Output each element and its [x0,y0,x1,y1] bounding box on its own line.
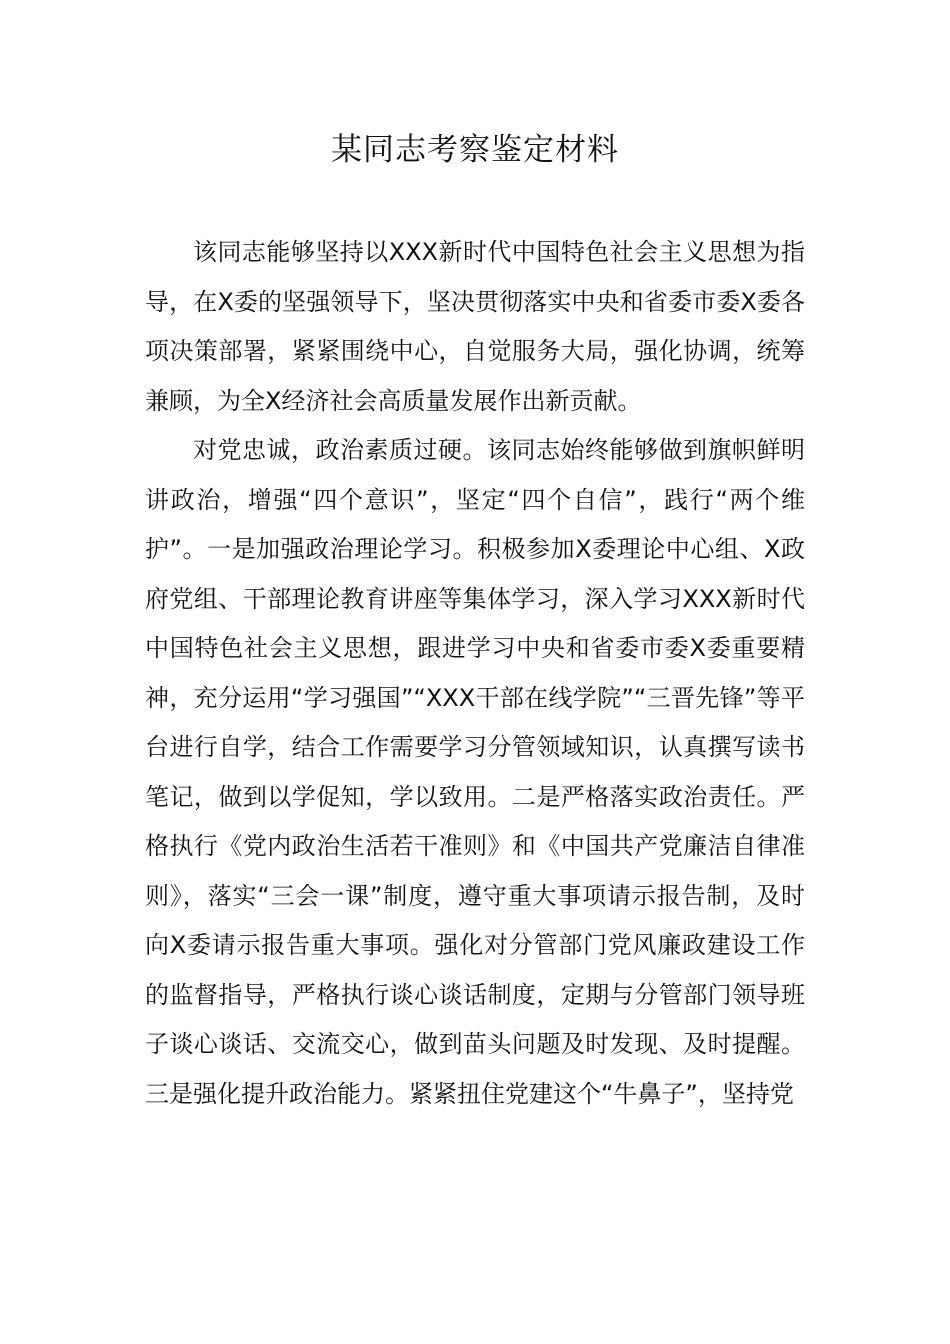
document-title: 某同志考察鉴定材料 [331,132,619,168]
paragraph-intro: 该同志能够坚持以XXX新时代中国特色社会主义思想为指导，在X委的坚强领导下，坚决贯彻落实中央和省委市委X委各项决策部署，紧紧围绕中心，自觉服务大局，强化协调，统筹兼顾，为全X经济社会高质量发展作出新贡献。 [145,238,805,415]
document-body [145,228,805,1119]
paragraph-political-loyalty: 对党忠诚，政治素质过硬。该同志始终能够做到旗帜鲜明讲政治，增强“四个意识”，坚定“四个自信”，践行“两个维护”。一是加强政治理论学习。积极参加X委理论中心组、X政府党组、干部理论教育讲座等集体学习，深入学习XXX新时代中国特色社会主义思想，跟进学习中央和省委市委X委重要精神，充分运用“学习强国”“XXX干部在线学院”“三晋先锋”等平台进行自学，结合工作需要学习分管领域知识，认真撰写读书笔记，做到以学促知，学以致用。二是严格落实政治责任。严格执行《党内政治生活若干准则》和《中国共产党廉洁自律准则》，落实“三会一课”制度，遵守重大事项请示报告制，及时向X委请示报告重大事项。强化对分管部门党风廉政建设工作的监督指导，严格执行谈心谈话制度，定期与分管部门领导班子谈心谈话、交流交心，做到苗头问题及时发现、及时提醒。三是强化提升政治能力。紧紧扭住党建这个“牛鼻子”，坚持党 [145,436,805,1108]
